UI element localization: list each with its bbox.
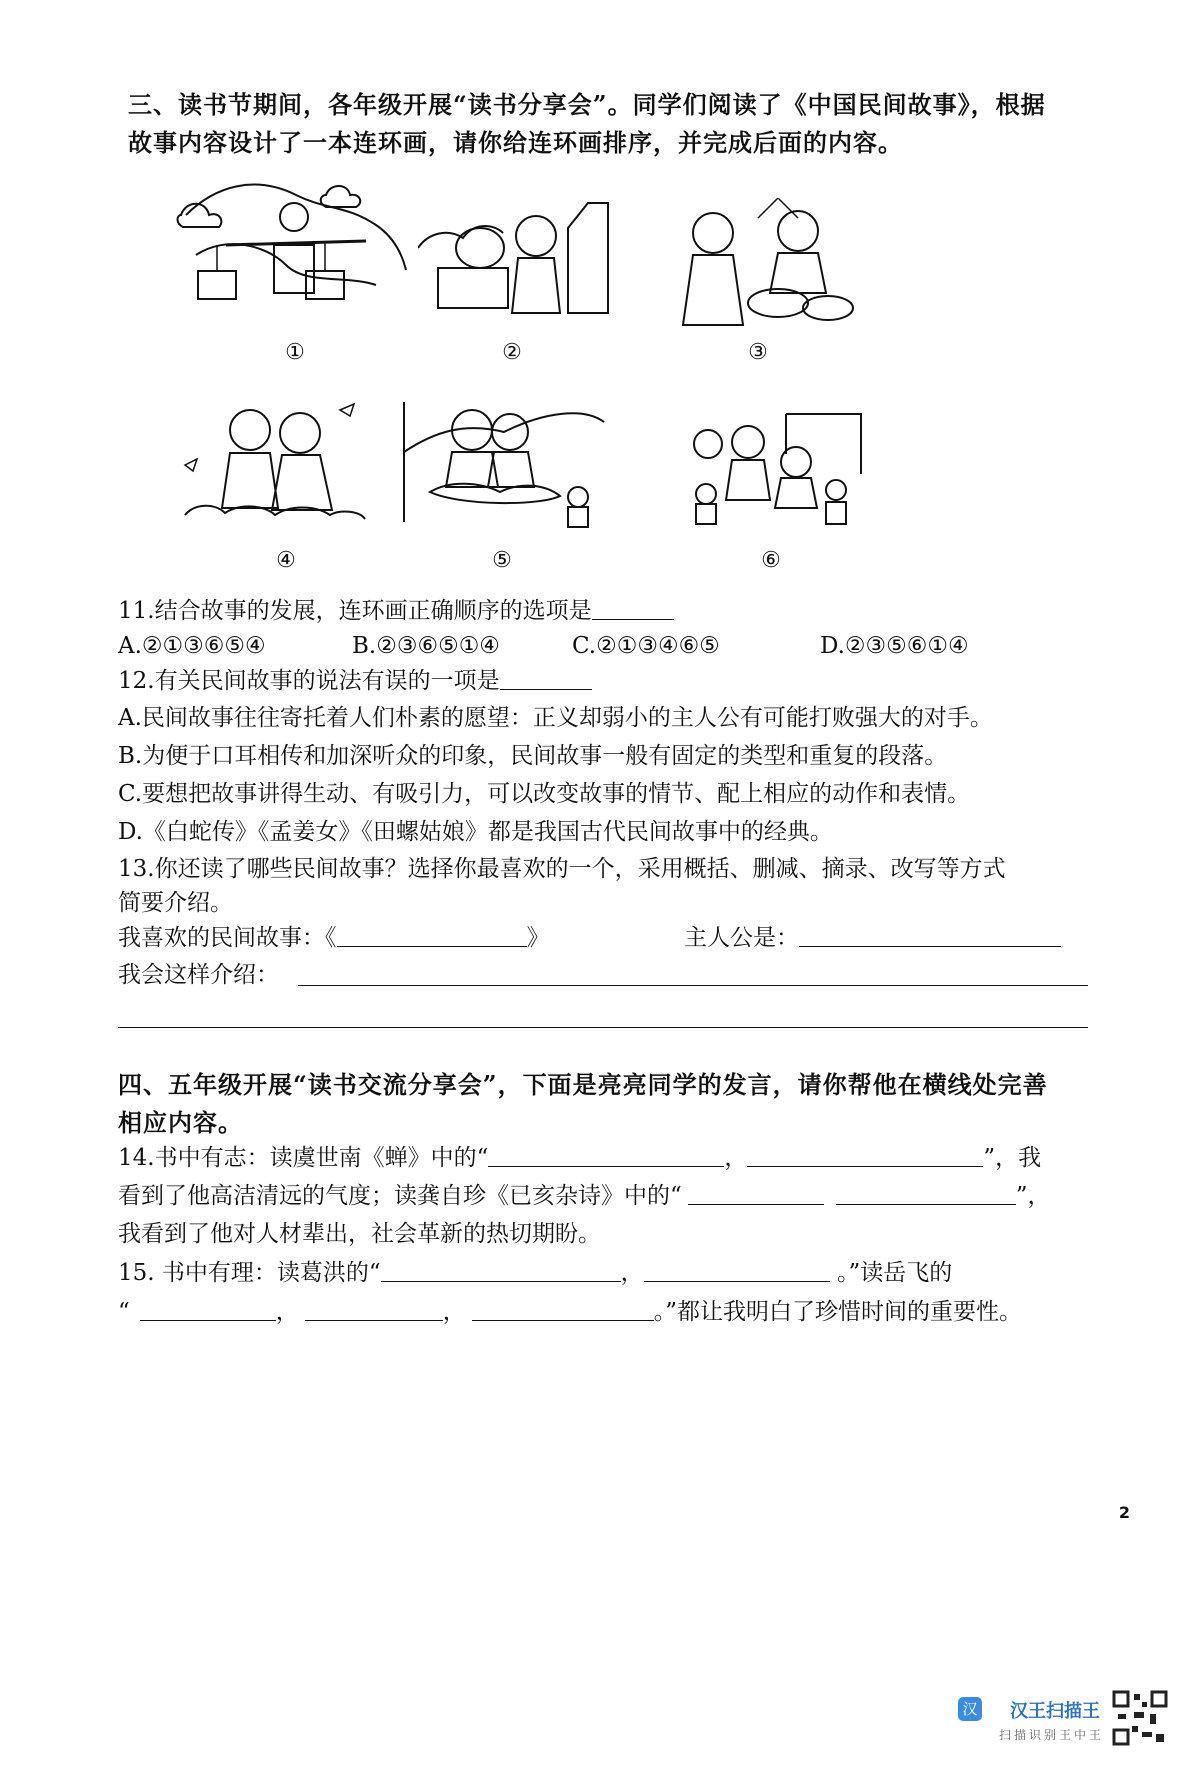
q14-blank-2[interactable]: [747, 1144, 983, 1167]
panel-label-4: ④: [276, 548, 296, 573]
q14-blank-1[interactable]: [488, 1144, 724, 1167]
q11-answer-blank[interactable]: [592, 597, 674, 620]
panel-3-drawing: [658, 198, 858, 328]
q14-row2: [118, 1181, 1051, 1211]
section3-title-line1: 三、读书节期间，各年级开展“读书分享会”。同学们阅读了《中国民间故事》，根据: [128, 90, 1046, 119]
comic-panel-5: [400, 392, 608, 532]
q13-favorite-blank[interactable]: [337, 924, 527, 947]
q14-blank-4[interactable]: [836, 1182, 1016, 1205]
comic-panel-4: [180, 395, 370, 530]
q13-hero-label: 主人公是：: [684, 925, 799, 951]
q12: [118, 666, 592, 696]
q11-stem: 11.结合故事的发展，连环画正确顺序的选项是: [118, 598, 592, 624]
q11-option-d: D.②③⑤⑥①④: [820, 633, 969, 659]
q12-option-b: B.为便于口耳相传和加深听众的印象，民间故事一般有固定的类型和重复的段落。: [118, 743, 948, 769]
comic-panel-3: [658, 198, 858, 328]
q13-hero-row: [684, 923, 1061, 953]
scanner-brand-sub: 扫描识别王中王: [998, 1728, 1104, 1742]
section4-title-line1: 四、五年级开展“读书交流分享会”，下面是亮亮同学的发言，请你帮他在横线处完善: [118, 1070, 1048, 1099]
q11-option-c: C.②①③④⑥⑤: [572, 633, 720, 659]
q15-blank-4[interactable]: [305, 1298, 443, 1321]
panel-5-drawing: [400, 392, 608, 532]
q14-row1: [118, 1143, 1041, 1173]
page-number: 2: [1118, 1503, 1130, 1522]
qr-code-icon: [1112, 1690, 1168, 1746]
q15-comma-2: ，: [275, 1299, 299, 1325]
q13-fav-label: 我喜欢的民间故事：《: [118, 925, 337, 951]
q15-blank-3[interactable]: [140, 1298, 276, 1321]
q13-favorite-row: [118, 923, 550, 953]
q11: [118, 596, 674, 626]
q13-intro-label: 我会这样介绍：: [118, 962, 279, 988]
q14-d: ”，: [1015, 1183, 1051, 1209]
q14-c: 看到了他高洁清远的气度；读龚自珍《已亥杂诗》中的“: [118, 1183, 682, 1209]
q15-a: 15. 书中有理：读葛洪的“: [118, 1260, 381, 1286]
q13-line1: 13.你还读了哪些民间故事？选择你最喜欢的一个，采用概括、删减、摘录、改写等方式: [118, 856, 1006, 882]
q13-intro-line-1[interactable]: [298, 985, 1088, 986]
q14-comma: ，: [724, 1145, 748, 1171]
q15-d: 。”都让我明白了珍惜时间的重要性。: [653, 1299, 1023, 1325]
panel-6-drawing: [686, 402, 864, 532]
section3-title-line2: 故事内容设计了一本连环画，请你给连环画排序，并完成后面的内容。: [128, 128, 903, 157]
q13-hero-blank[interactable]: [799, 924, 1061, 947]
q11-option-a: A.②①③⑥⑤④: [118, 633, 266, 659]
q15-blank-5[interactable]: [472, 1298, 654, 1321]
q12-stem: 12.有关民间故事的说法有误的一项是: [118, 668, 500, 694]
panel-label-5: ⑤: [492, 548, 512, 573]
comic-panel-1: [176, 175, 408, 315]
q14-e: 我看到了他对人材辈出，社会革新的热切期盼。: [118, 1221, 601, 1247]
q13-line2: 简要介绍。: [118, 890, 233, 916]
panel-label-1: ①: [285, 340, 305, 365]
q15-comma-3: ，: [442, 1299, 466, 1325]
q15-comma: ，: [620, 1260, 644, 1286]
panel-label-3: ③: [748, 340, 768, 365]
q15-row1: [118, 1258, 952, 1288]
q15-b: 。”读岳飞的: [829, 1260, 953, 1286]
q15-row2: [118, 1297, 1022, 1327]
q13-intro-row: [118, 960, 279, 990]
q13-intro-line-2[interactable]: [118, 1027, 1088, 1028]
q13-fav-close: 》: [526, 925, 550, 951]
panel-label-6: ⑥: [761, 548, 781, 573]
panel-4-drawing: [180, 395, 370, 530]
comic-panel-2: [418, 198, 610, 318]
q11-option-b: B.②③⑥⑤①④: [352, 633, 500, 659]
comic-panel-6: [686, 402, 864, 532]
q14-blank-3[interactable]: [688, 1182, 824, 1205]
q12-answer-blank[interactable]: [500, 667, 592, 690]
q12-option-c: C.要想把故事讲得生动、有吸引力，可以改变故事的情节、配上相应的动作和表情。: [118, 781, 971, 807]
scanner-logo-icon: 汉: [958, 1697, 982, 1721]
q14-b: ”，我: [983, 1145, 1042, 1171]
panel-2-drawing: [418, 198, 610, 318]
q15-c: “: [118, 1299, 130, 1325]
panel-1-drawing: [176, 175, 408, 315]
q12-option-d: D.《白蛇传》《孟姜女》《田螺姑娘》都是我国古代民间故事中的经典。: [118, 819, 833, 845]
q15-blank-1[interactable]: [381, 1259, 621, 1282]
scanner-brand: 汉王扫描王: [1010, 1701, 1100, 1722]
q15-blank-2[interactable]: [644, 1259, 830, 1282]
q14-a: 14.书中有志：读虞世南《蝉》中的“: [118, 1145, 489, 1171]
q12-option-a: A.民间故事往往寄托着人们朴素的愿望：正义却弱小的主人公有可能打败强大的对手。: [118, 705, 993, 731]
panel-label-2: ②: [502, 340, 522, 365]
section4-title-line2: 相应内容。: [118, 1108, 243, 1137]
